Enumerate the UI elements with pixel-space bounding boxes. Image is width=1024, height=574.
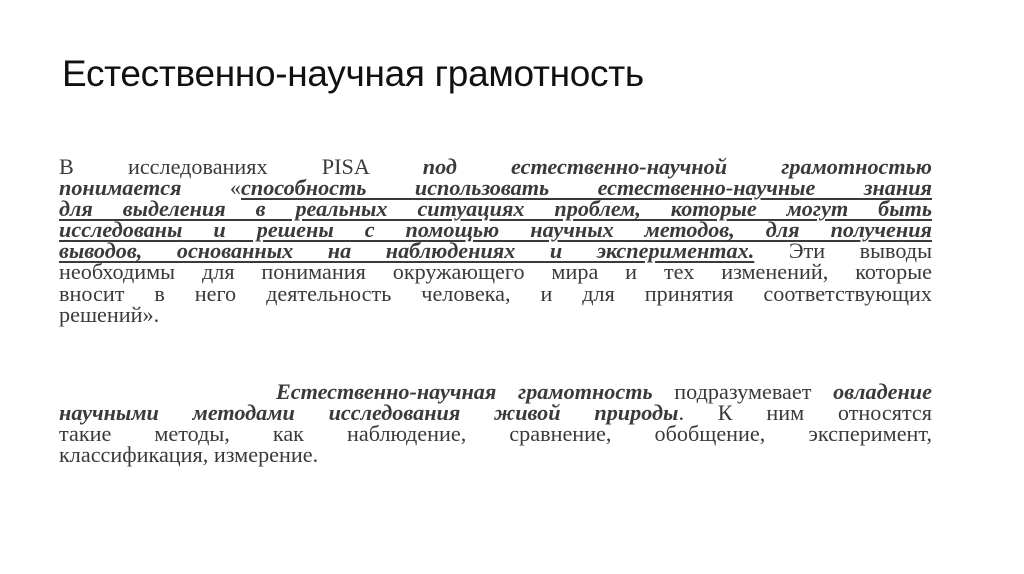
paragraph-science-methods [59,379,932,468]
text-run: такие методы, как наблюдение, сравнение, обобщение, эксперимент, [59,421,932,447]
text-line [59,196,932,222]
text-line [59,175,932,201]
text-line [59,301,932,327]
emphasis-underlined-run: способность использовать естественно-научные знания [241,175,932,201]
emphasis-run: под естественно-научной грамотностью [422,154,932,179]
text-line [59,238,933,264]
emphasis-run: научными методами исследования живой природы [59,400,679,426]
emphasis-run: понимается [59,175,182,201]
text-run: « [181,175,242,201]
text-run: классификация, измерение. [59,442,319,468]
text-line [59,400,932,426]
text-run: Эти выводы [754,238,933,264]
text-run: вносит в него деятельность человека, и для принятия соответствующих [59,280,932,306]
text-run: . К ним относятся [678,400,932,426]
text-line [59,442,932,468]
emphasis-underlined-run: выводов, основанных на наблюдениях и экспериментах. [59,238,755,264]
slide-title: Естественно-научная грамотность [62,53,644,94]
text-line [59,381,932,402]
emphasis-underlined-run: исследованы и решены с помощью научных методов, для получения [59,217,932,243]
text-run: решений». [59,301,160,327]
emphasis-underlined-run: для выделения в реальных ситуациях проблем, которые могут быть [59,196,932,222]
paragraph-pisa-definition [59,156,932,325]
text-line [59,259,932,285]
emphasis-run: Естественно-научная грамотность [275,379,653,404]
text-line [59,217,932,243]
text-run: необходимы для понимания окружающего мира и тех изменений, которые [59,259,932,285]
text-line [59,280,932,306]
text-run: подразумевает [652,379,834,404]
text-run: В исследованиях PISA [59,154,423,179]
text-line [59,156,932,177]
text-line [59,421,932,447]
emphasis-run: овладение [833,379,932,404]
